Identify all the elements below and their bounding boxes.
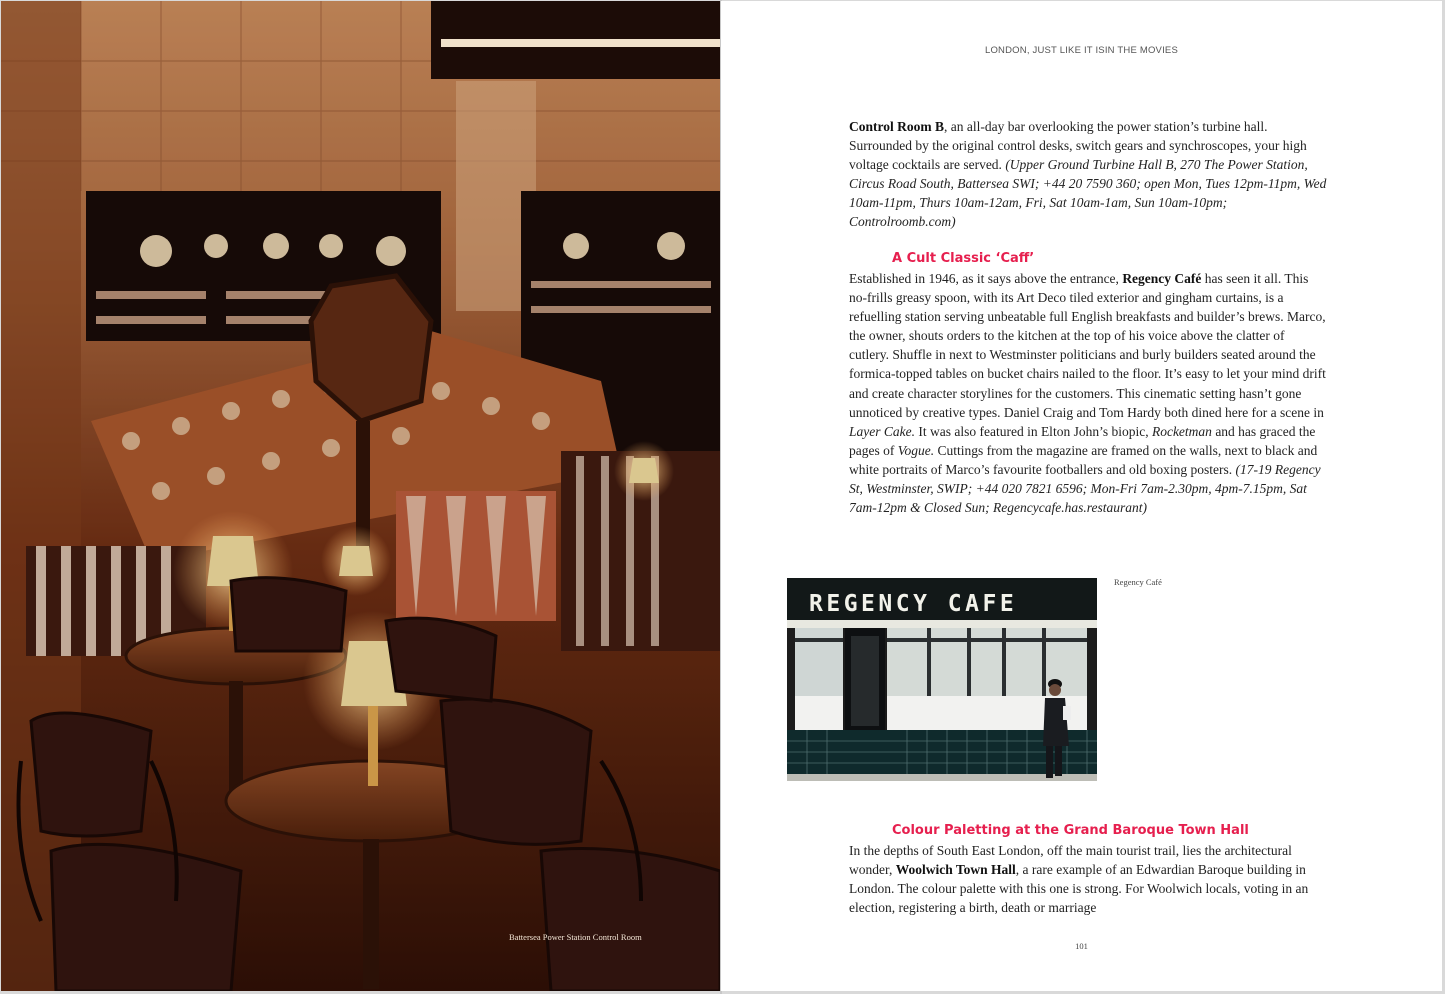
right-page [721, 1, 1442, 991]
left-page [1, 1, 720, 991]
regency-details: (17-19 Regency St, Westminster, SWIP; +44 020 7821 6596; Mon-Fri 7am-2.30pm, 4pm-7.15pm, Sat 7am-12pm & Closed Sun; Regencycafe.has.restaurant) [849, 461, 1321, 516]
film-layer-cake: Layer Cake. [849, 423, 915, 439]
regency-text-3: It was also featured in Elton John’s biopic, [914, 423, 1152, 439]
regency-cafe-photo [787, 578, 1097, 781]
magazine-vogue: Vogue. [897, 442, 935, 458]
regency-cafe-name: Regency Café [1122, 271, 1202, 286]
film-rocketman: Rocketman [1151, 423, 1212, 439]
regency-text-1: Established in 1946, as it says above the entrance, [849, 271, 1123, 286]
running-head: LONDON, JUST LIKE IT ISIN THE MOVIES [984, 45, 1179, 56]
woolwich-text-2: , a rare example of an Edwardian Baroque building in London. The colour palette with this one is strong. For Woolwich locals, voting in an election, registering a birth, death or marriage [849, 862, 1309, 916]
regency-text-4: and has graced the pages of [849, 423, 1316, 458]
control-room-paragraph [849, 117, 1327, 232]
woolwich-town-hall-name: Woolwich Town Hall [895, 862, 1016, 878]
woolwich-text-1: In the depths of South East London, off the main tourist trail, lies the architectural wonder, [849, 843, 1292, 878]
regency-photo-caption: Regency Café [1114, 577, 1162, 587]
cult-classic-heading: A Cult Classic ‘Caff’ [892, 251, 1035, 266]
colour-paletting-heading: Colour Paletting at the Grand Baroque Town Hall [892, 823, 1249, 838]
regency-text-5: Cuttings from the magazine are framed on the walls, next to black and white portraits of Marco’s favourite footballers and old boxing posters. [849, 442, 1318, 477]
page-number: 101 [1075, 941, 1088, 951]
photo-caption: Battersea Power Station Control Room [509, 932, 642, 942]
control-room-text: , an all-day bar overlooking the power station’s turbine hall. Surrounded by the original control desks, switch gears and synchroscopes, your high voltage cocktails are served. [849, 119, 1307, 173]
control-room-photo [1, 1, 720, 991]
control-room-name: Control Room B [849, 119, 945, 134]
regency-text-2: has seen it all. This no-frills greasy spoon, with its Art Deco tiled exterior and gingham curtains, is a refuelling station serving unbeatable full English breakfasts and builder’s brews. Marco, the owner, shouts orders to the kitchen at the top of his voice above the clatter of cutlery. Shuffle in next to Westminster politicians and burly builders seated around the formica-topped tables on bucket chairs nailed to the floor. It’s easy to let your mind drift and create character storylines for the customers. This cinematic setting hasn’t gone unnoticed by creative types. Daniel Craig and Tom Hardy both dined here for a scene in [849, 271, 1326, 420]
control-room-details: (Upper Ground Turbine Hall B, 270 The Power Station, Circus Road South, Battersea SWI; +44 20 7590 360; open Mon, Tues 12pm-11pm, Wed 10am-11pm, Thurs 10am-12am, Fri, Sat 10am-1am, Sun 10am-10pm; Controlroomb.com) [849, 157, 1327, 230]
woolwich-paragraph [849, 841, 1327, 917]
regency-sign-text: REGENCY CAFE [809, 591, 1018, 617]
regency-paragraph [849, 269, 1327, 517]
